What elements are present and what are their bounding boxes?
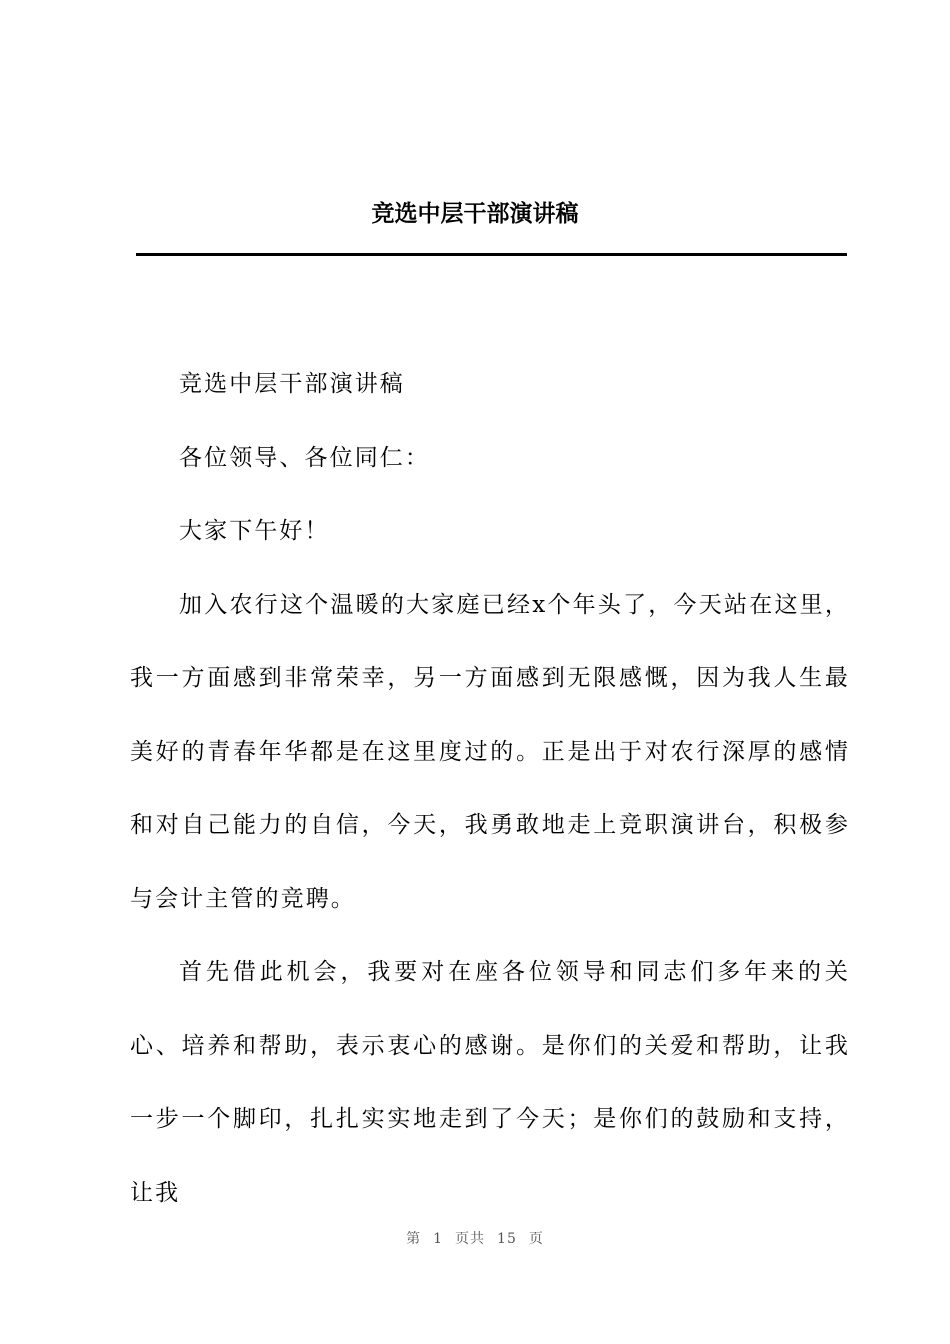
header-divider — [136, 253, 847, 256]
page-footer — [0, 1229, 950, 1249]
document-header-title: 竞选中层干部演讲稿 — [371, 200, 579, 227]
footer-page-total: 15 — [497, 1231, 517, 1247]
document-body — [130, 348, 850, 1230]
body-paragraph-title: 竞选中层干部演讲稿 — [179, 371, 405, 397]
body-paragraph: 加入农行这个温暖的大家庭已经x个年头了，今天站在这里，我一方面感到非常荣幸，另一方面感到无限感慨，因为我人生最美好的青春年华都是在这里度过的。正是出于对农行深厚的感情和对自己能力的自信，今天，我勇敢地走上竞职演讲台，积极参与会计主管的竞聘。 — [130, 591, 850, 912]
footer-page-mid: 页共 — [455, 1231, 486, 1247]
footer-page-suffix: 页 — [528, 1231, 544, 1247]
footer-page-current: 1 — [433, 1231, 444, 1247]
body-paragraph: 首先借此机会，我要对在座各位领导和同志们多年来的关心、培养和帮助，表示衷心的感谢。是你们的关爱和帮助，让我一步一个脚印，扎扎实实地走到了今天；是你们的鼓励和支持，让我 — [130, 959, 850, 1206]
footer-page-prefix: 第 — [406, 1231, 422, 1247]
body-paragraph-salutation: 各位领导、各位同仁： — [179, 444, 430, 471]
body-paragraph-greeting: 大家下午好！ — [179, 518, 330, 544]
